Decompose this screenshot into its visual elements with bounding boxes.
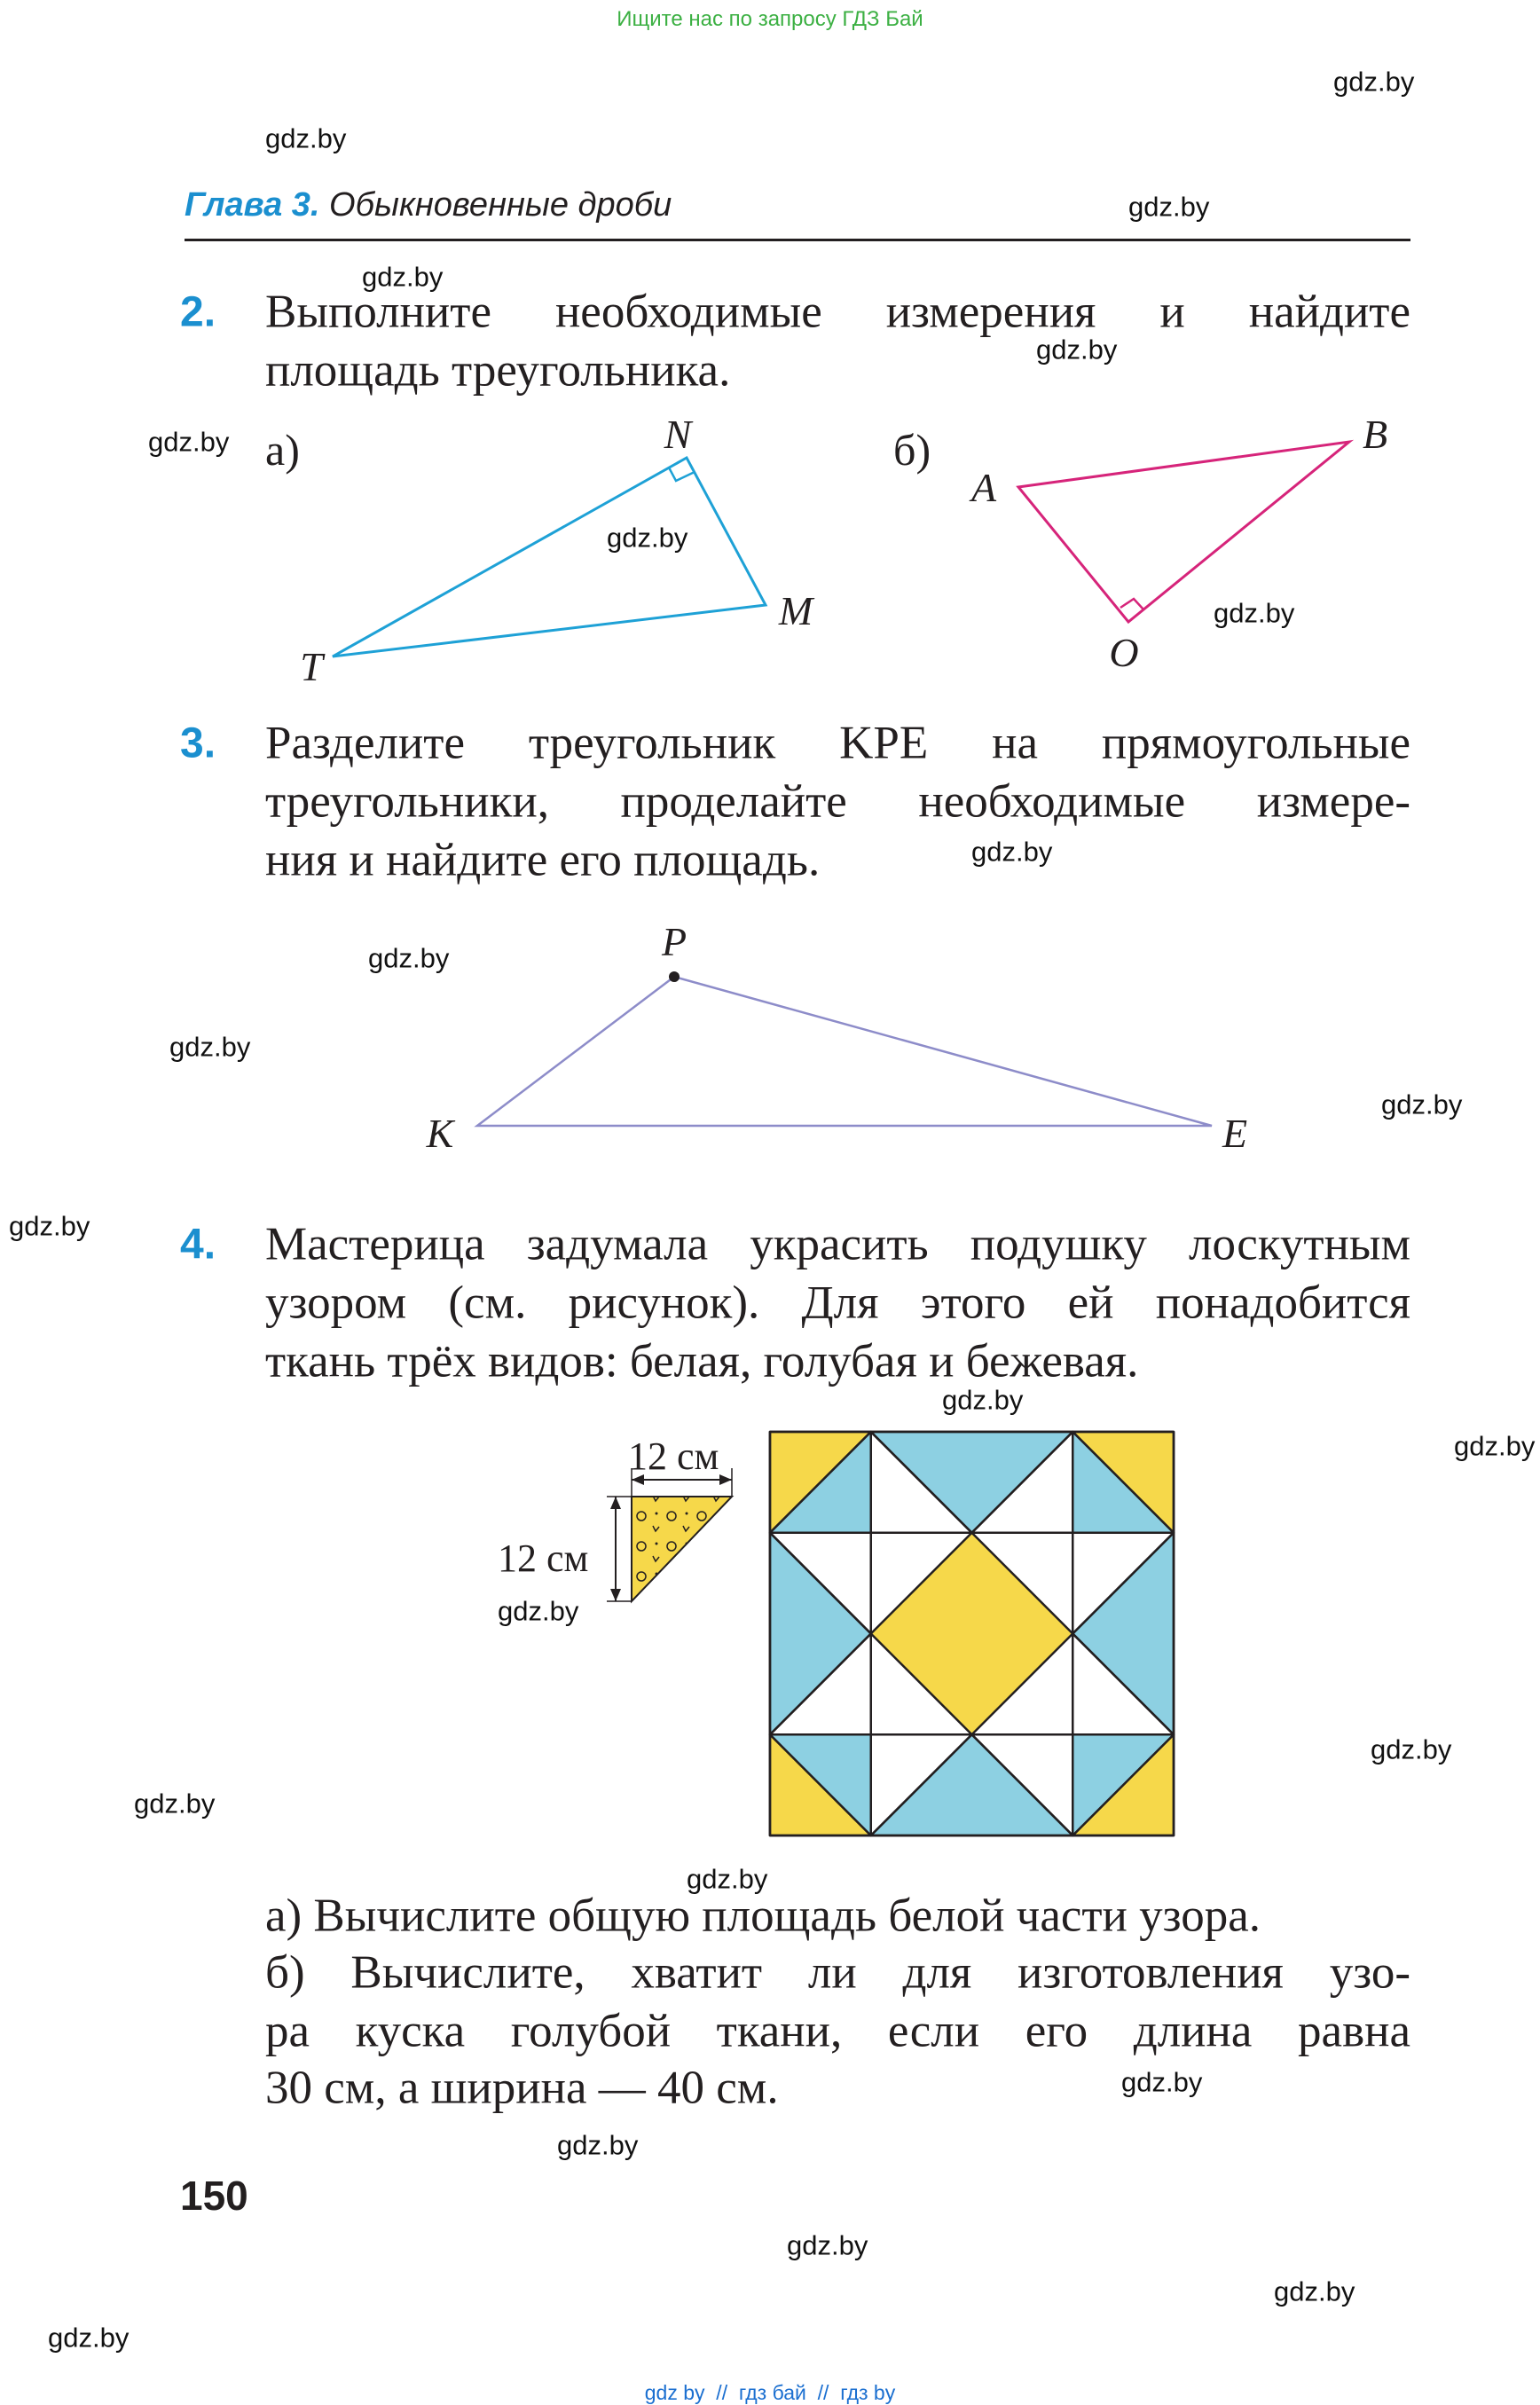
triangle-abo <box>1018 442 1349 622</box>
task-3-number: 3. <box>180 719 216 767</box>
watermark: gdz.by <box>265 122 347 154</box>
vertex-p-dot <box>669 971 680 982</box>
part-b-label: б) <box>893 425 931 475</box>
watermark: gdz.by <box>687 1863 768 1895</box>
watermark: gdz.by <box>1381 1089 1463 1120</box>
bottom-banner[interactable]: gdz by // гдз бай // гдз by <box>644 2381 896 2404</box>
triangle-tnm <box>333 458 766 656</box>
watermark: gdz.by <box>1454 1430 1536 1462</box>
watermark: gdz.by <box>368 942 450 974</box>
vertex-b-label: B <box>1362 412 1388 457</box>
dimension-horizontal-label: 12 см <box>628 1434 719 1478</box>
question-a: а) Вычислите общую площадь белой части узора. <box>265 1890 1261 1942</box>
watermark: gdz.by <box>557 2129 639 2161</box>
chapter-number: Глава 3. <box>185 186 320 224</box>
dimension-vertical-label: 12 см <box>498 1537 589 1580</box>
task-4-text: Мастерица задумала украсить подушку лоскутным <box>265 1218 1410 1270</box>
watermark: gdz.by <box>9 1210 90 1242</box>
chapter-title: Обыкновенные дроби <box>329 186 672 224</box>
right-angle-mark <box>1120 599 1143 609</box>
task-3-text: ния и найдите его площадь. <box>265 834 821 886</box>
watermark: gdz.by <box>498 1595 579 1627</box>
task-4-text: ткань трёх видов: белая, голубая и бежевая. <box>265 1335 1139 1387</box>
vertex-o-label: O <box>1109 630 1139 675</box>
watermark: gdz.by <box>48 2322 130 2354</box>
task-3-text: треугольники, проделайте необходимые измере- <box>265 775 1410 828</box>
vertex-k-label: K <box>426 1111 454 1156</box>
task-2-text: площадь треугольника. <box>265 344 731 397</box>
watermark: gdz.by <box>1128 191 1210 223</box>
watermark: gdz.by <box>971 836 1053 868</box>
watermark: gdz.by <box>134 1788 216 1819</box>
question-b: 30 см, а ширина — 40 см. <box>265 2062 779 2114</box>
quilt-pattern <box>770 1432 1174 1835</box>
page-number: 150 <box>180 2173 248 2219</box>
task-3-text: Разделите треугольник KPE на прямоугольные <box>265 717 1410 769</box>
question-b: б) Вычислите, хватит ли для изготовления узо- <box>265 1946 1410 1999</box>
watermark: gdz.by <box>1371 1733 1452 1765</box>
watermark: gdz.by <box>942 1384 1024 1416</box>
watermark: gdz.by <box>169 1031 251 1063</box>
watermark: gdz.by <box>607 522 688 554</box>
watermark: gdz.by <box>1214 597 1295 629</box>
vertex-e-label: E <box>1222 1111 1248 1156</box>
watermark: gdz.by <box>1121 2066 1203 2098</box>
vertex-a-label: A <box>970 465 997 510</box>
vertex-p-label: P <box>661 919 688 964</box>
watermark: gdz.by <box>1333 66 1415 98</box>
task-2-number: 2. <box>180 288 216 336</box>
watermark: gdz.by <box>787 2229 868 2261</box>
task-4-text: узором (см. рисунок). Для этого ей понадобится <box>265 1277 1410 1329</box>
part-a-label: а) <box>265 425 300 475</box>
watermark: gdz.by <box>148 426 230 458</box>
vertex-t-label: T <box>300 644 323 689</box>
triangle-kpe <box>477 971 1212 1126</box>
right-angle-mark <box>669 468 695 481</box>
watermark: gdz.by <box>1036 334 1118 365</box>
vertex-m-label: M <box>778 588 813 633</box>
top-banner[interactable]: Ищите нас по запросу ГДЗ Бай <box>617 7 923 31</box>
vertex-n-label: N <box>664 412 692 457</box>
task-4-number: 4. <box>180 1221 216 1269</box>
watermark: gdz.by <box>362 261 444 293</box>
task-2-text: Выполните необходимые измерения и найдите <box>265 286 1410 338</box>
watermark: gdz.by <box>1274 2275 1355 2307</box>
patch-triangle <box>607 1468 732 1601</box>
question-b: ра куска голубой ткани, если его длина равна <box>265 2005 1410 2057</box>
